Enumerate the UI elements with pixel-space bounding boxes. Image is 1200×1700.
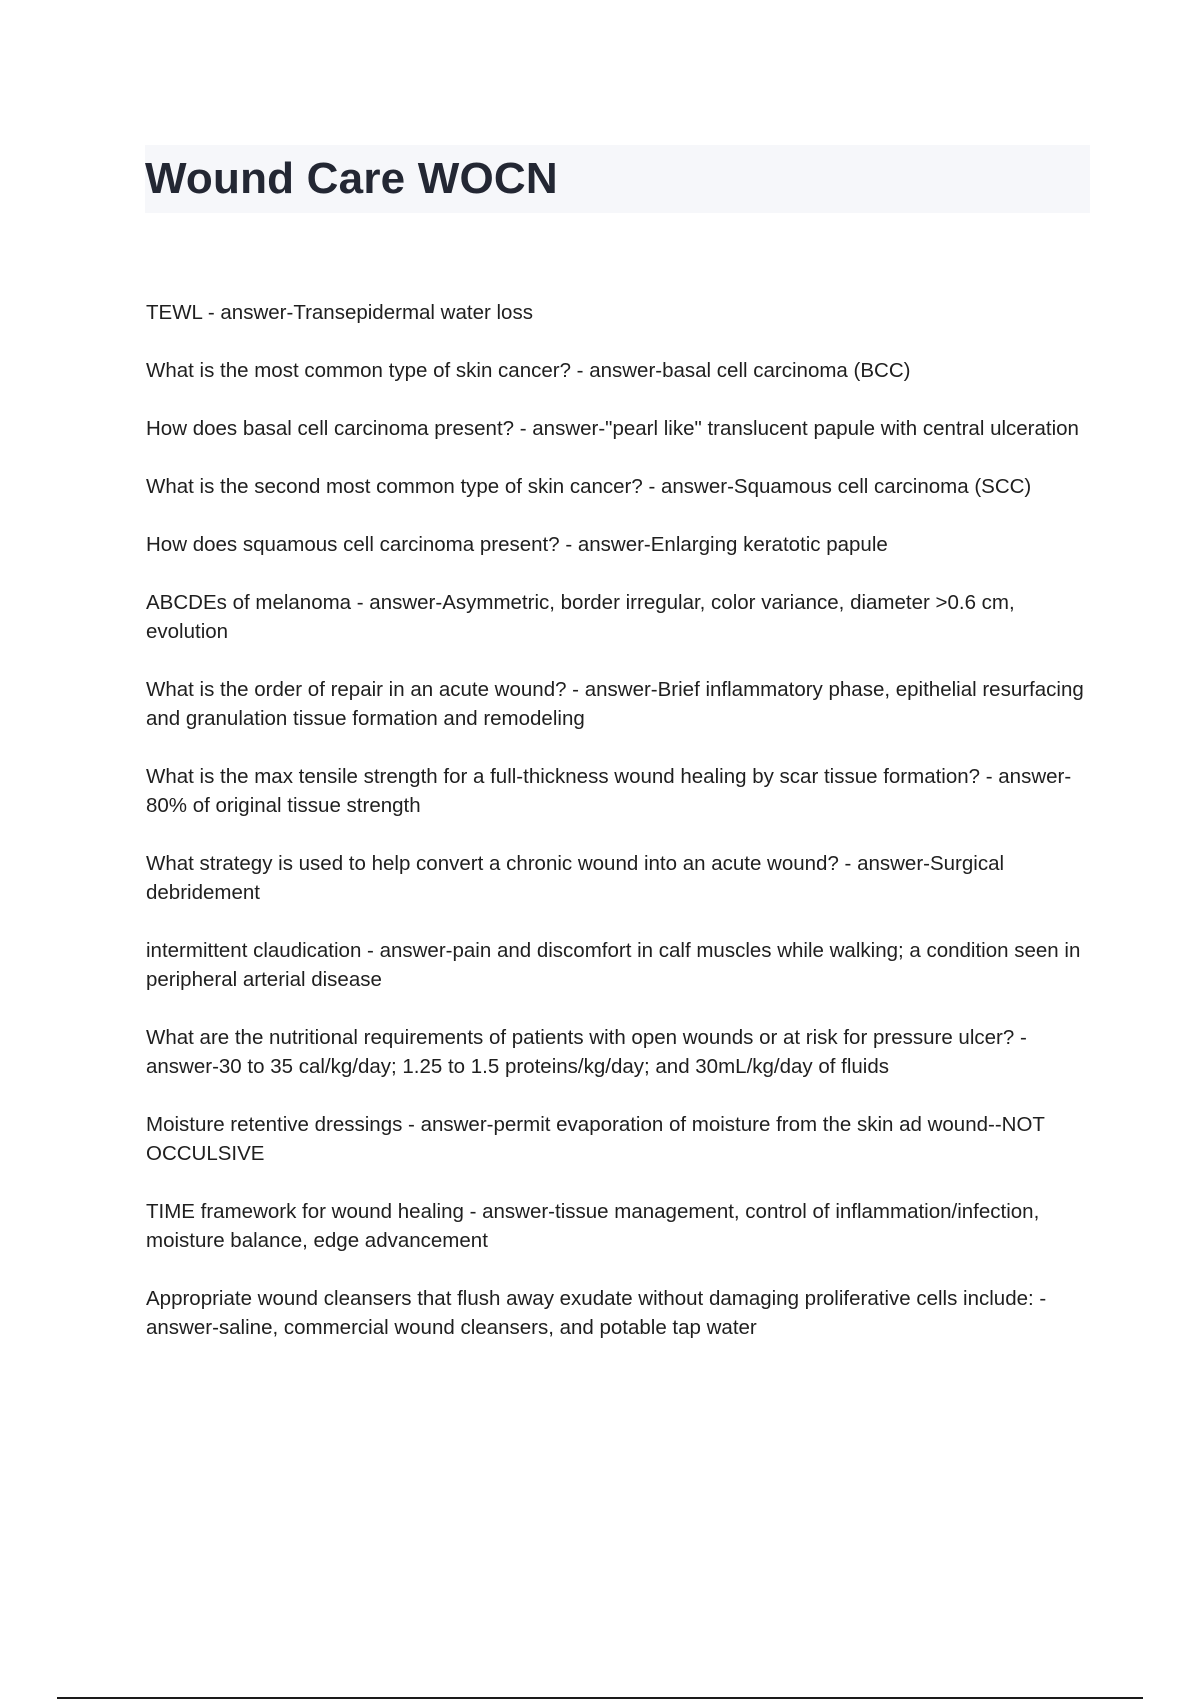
qa-item: intermittent claudication - answer-pain and discomfort in calf muscles while walking; a condition seen in peripheral arterial disease bbox=[146, 939, 1081, 991]
qa-item: What strategy is used to help convert a chronic wound into an acute wound? - answer-Surgical debridement bbox=[146, 852, 1005, 904]
qa-item: What is the max tensile strength for a full-thickness wound healing by scar tissue formation? - answer-80% of original tissue strength bbox=[146, 765, 1072, 817]
qa-item: How does basal cell carcinoma present? - answer-"pearl like" translucent papule with central ulceration bbox=[146, 417, 1079, 440]
qa-item: Moisture retentive dressings - answer-permit evaporation of moisture from the skin ad wound--NOT OCCULSIVE bbox=[146, 1113, 1045, 1165]
qa-item: What is the order of repair in an acute wound? - answer-Brief inflammatory phase, epithelial resurfacing and granulation tissue formation and remodeling bbox=[146, 678, 1084, 730]
qa-item: What is the second most common type of skin cancer? - answer-Squamous cell carcinoma (SCC) bbox=[146, 475, 1032, 498]
qa-list bbox=[146, 298, 1091, 1371]
page-title: Wound Care WOCN bbox=[145, 154, 558, 203]
qa-item: Appropriate wound cleansers that flush away exudate without damaging proliferative cells include: - answer-saline, commercial wound cleansers, and potable tap water bbox=[146, 1287, 1047, 1339]
qa-item: What are the nutritional requirements of patients with open wounds or at risk for pressure ulcer? - answer-30 to 35 cal/kg/day; 1.25 to 1.5 proteins/kg/day; and 30mL/kg/day of fluids bbox=[146, 1026, 1027, 1078]
qa-item: TIME framework for wound healing - answer-tissue management, control of inflammation/infection, moisture balance, edge advancement bbox=[146, 1200, 1040, 1252]
qa-item: How does squamous cell carcinoma present? - answer-Enlarging keratotic papule bbox=[146, 533, 888, 556]
title-banner bbox=[145, 145, 1090, 213]
footer-divider bbox=[57, 1697, 1143, 1699]
qa-item: TEWL - answer-Transepidermal water loss bbox=[146, 301, 533, 324]
qa-item: What is the most common type of skin cancer? - answer-basal cell carcinoma (BCC) bbox=[146, 359, 911, 382]
qa-item: ABCDEs of melanoma - answer-Asymmetric, border irregular, color variance, diameter >0.6 cm, evolution bbox=[146, 591, 1015, 643]
